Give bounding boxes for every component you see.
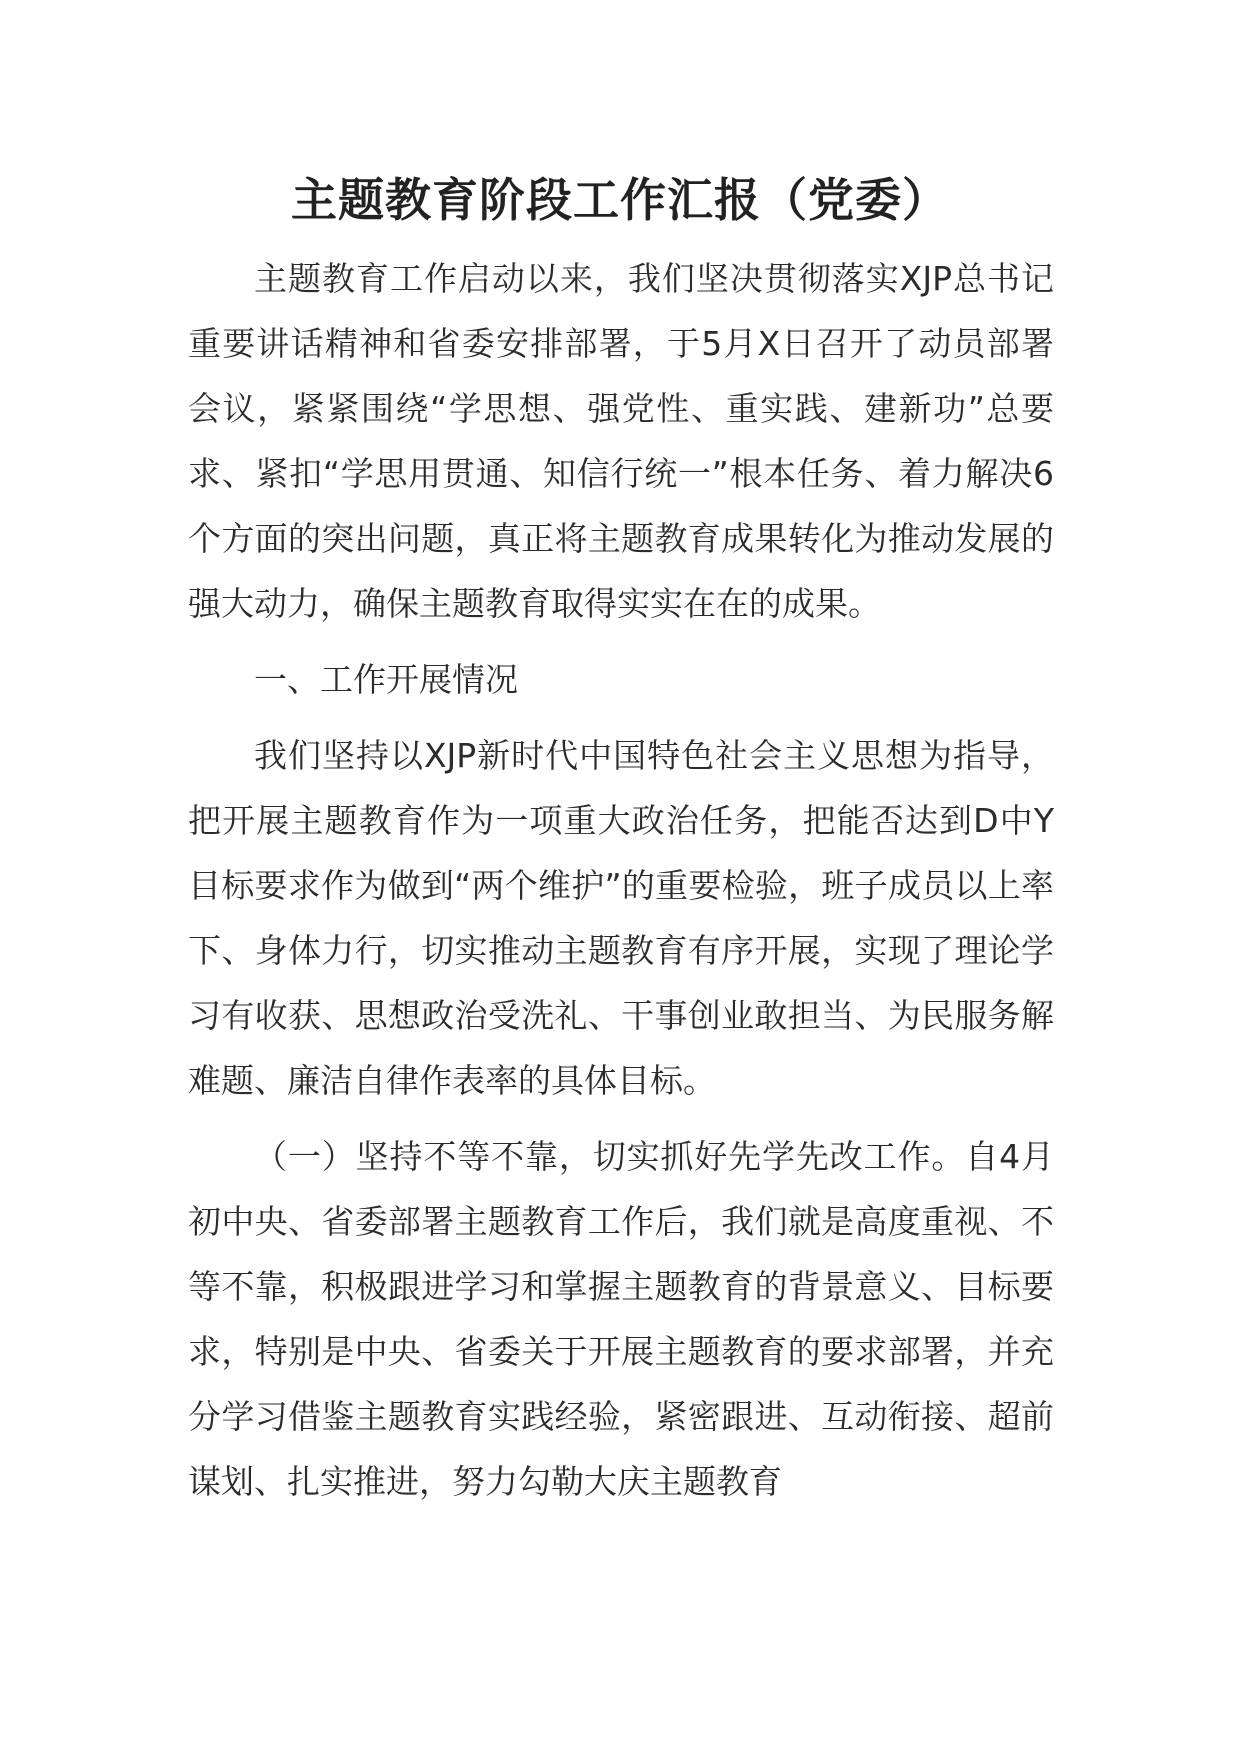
section-heading: 一、工作开展情况 [254,660,518,699]
section-paragraph: 我们坚持以XJP新时代中国特色社会主义思想为指导，把开展主题教育作为一项重大政治任务，把能否达到D中Y目标要求作为做到“两个维护”的重要检验，班子成员以上率下、身体力行，切实推动主题教育有序开展，实现了理论学习有收获、思想政治受洗礼、干事创业敢担当、为民服务解难题、廉洁自律作表率的具体目标。 [188,736,1054,1100]
intro-paragraph: 主题教育工作启动以来，我们坚决贯彻落实XJP总书记重要讲话精神和省委安排部署，于5月X日召开了动员部署会议，紧紧围绕“学思想、强党性、重实践、建新功”总要求、紧扣“学思用贯通、知信行统一”根本任务、着力解决6个方面的突出问题，真正将主题教育成果转化为推动发展的强大动力，确保主题教育取得实实在在的成果。 [188,259,1054,623]
document-body [188,246,1054,1514]
document-title: 主题教育阶段工作汇报（党委） [291,173,949,227]
subsection-paragraph: （一）坚持不等不靠，切实抓好先学先改工作。自4月初中央、省委部署主题教育工作后，我们就是高度重视、不等不靠，积极跟进学习和掌握主题教育的背景意义、目标要求，特别是中央、省委关于开展主题教育的要求部署，并充分学习借鉴主题教育实践经验，紧密跟进、互动衔接、超前谋划、扎实推进，努力勾勒大庆主题教育 [188,1137,1054,1501]
